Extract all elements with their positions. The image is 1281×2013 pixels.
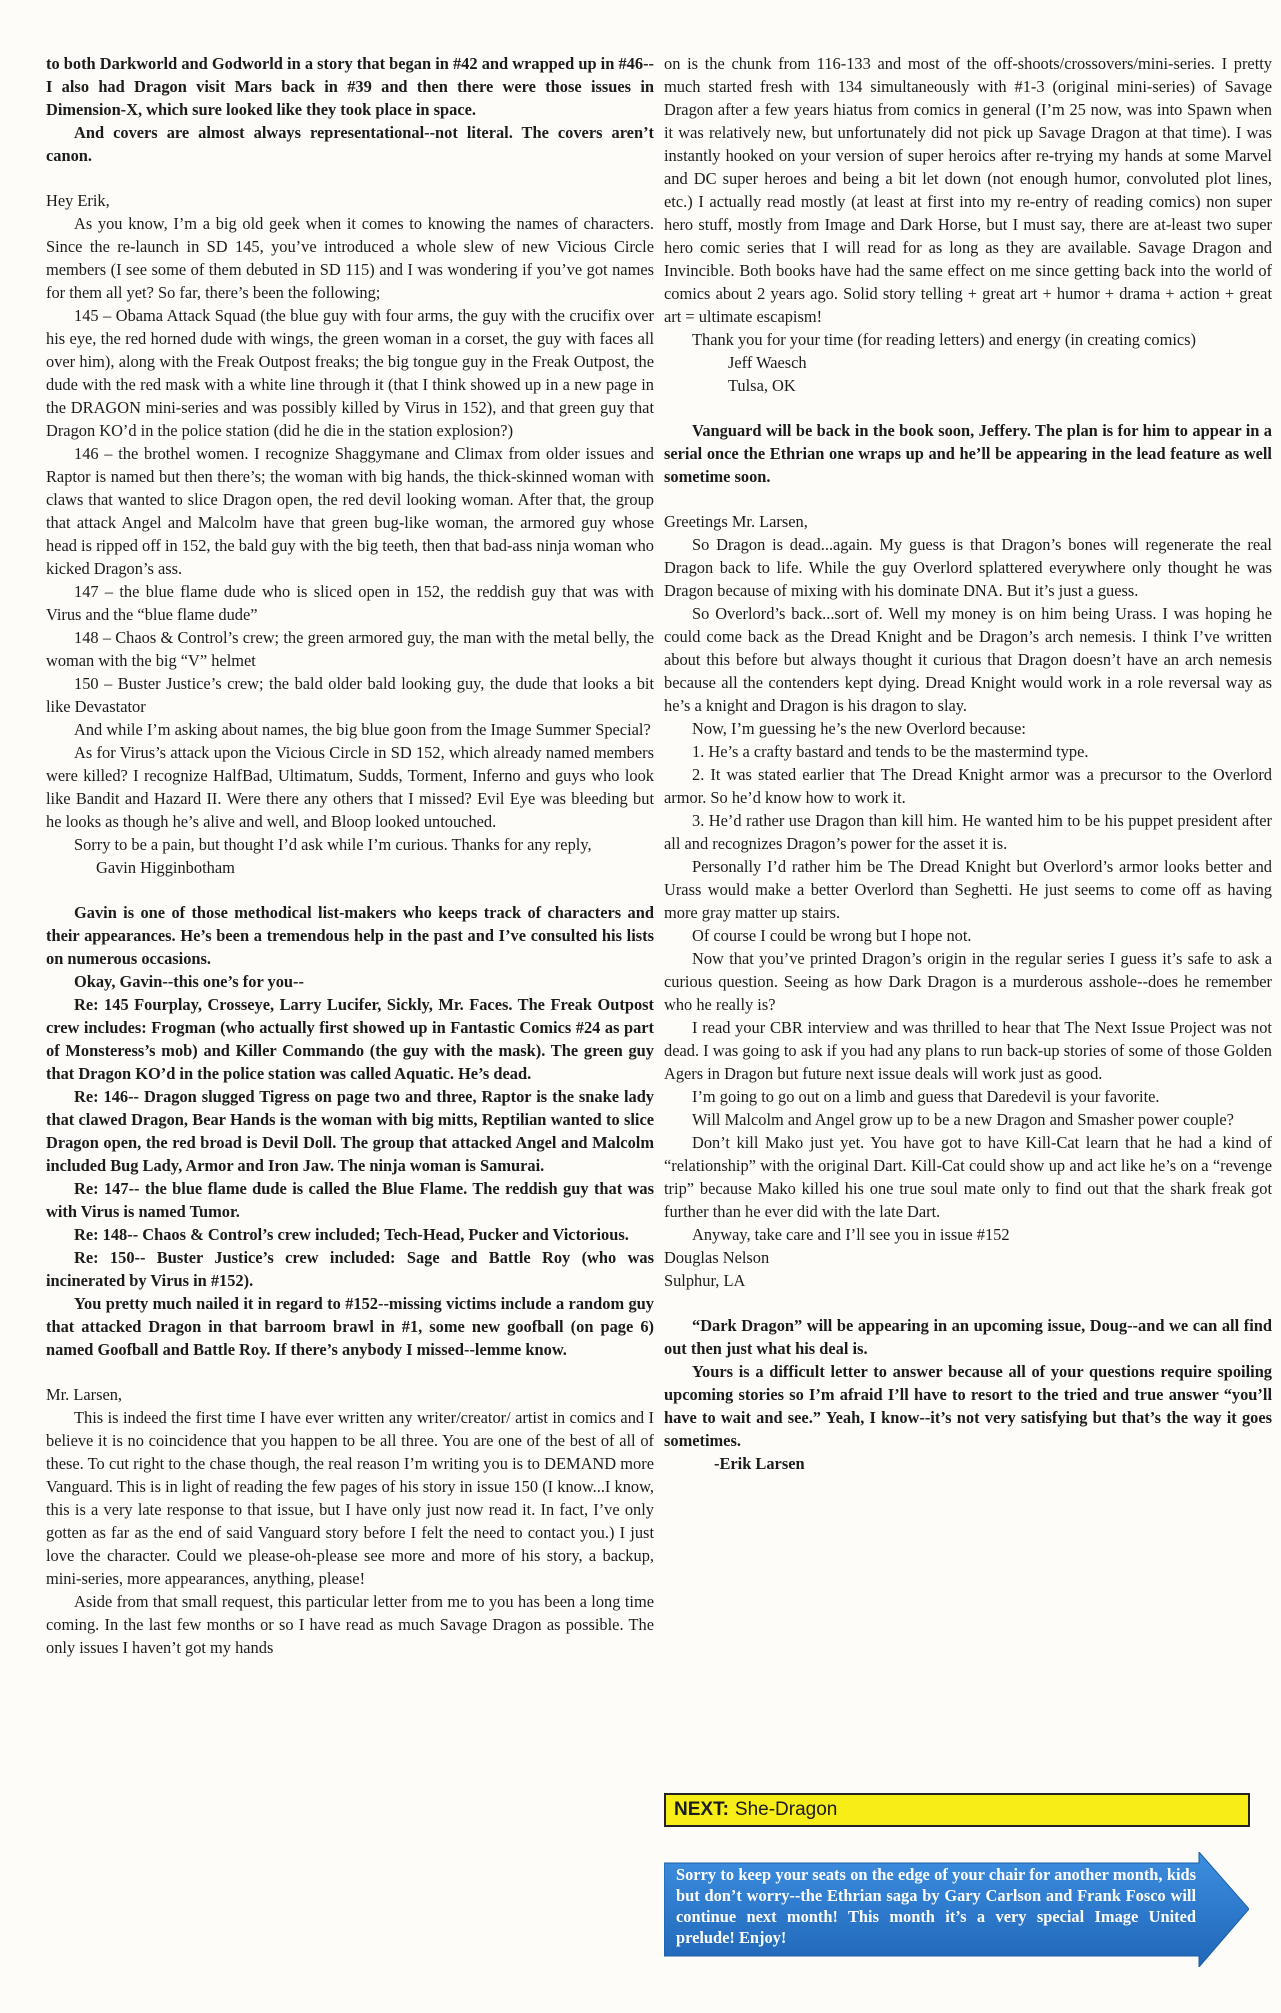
letter-paragraph: I read your CBR interview and was thrilled to hear that The Next Issue Project was not dead. I was going to ask if you had any plans to run back-up stories of some of those Golden Agers in Dragon but future next issue deals will work just as good. xyxy=(664,1018,1272,1083)
letter-paragraph: 1. He’s a crafty bastard and tends to be the mastermind type. xyxy=(692,742,1089,761)
editor-response: Re: 145 Fourplay, Crosseye, Larry Lucifer, Sickly, Mr. Faces. The Freak Outpost crew includes: Frogman (who actually first showed up in Fantastic Comics #24 as part of Monsteress’s mob) and Killer Commando (the guy with the mask). The green guy that Dragon KO’d in the police station was called Aquatic. He’s dead. xyxy=(46,995,654,1083)
signature: -Erik Larsen xyxy=(714,1454,805,1473)
left-column xyxy=(46,52,654,1659)
next-label: NEXT: xyxy=(674,1799,729,1820)
signature: Tulsa, OK xyxy=(728,376,796,395)
letter-paragraph: Thank you for your time (for reading letters) and energy (in creating comics) xyxy=(692,330,1196,349)
next-issue-box xyxy=(664,1793,1250,1827)
paragraph-gap xyxy=(664,488,1272,510)
editor-response: You pretty much nailed it in regard to #152--missing victims include a random guy that attacked Dragon in that barroom brawl in #1, some new goofball (on page 6) named Goofball and Battle Roy. If there’s anybody I missed--lemme know. xyxy=(46,1294,654,1359)
letter-paragraph: Anyway, take care and I’ll see you in issue #152 xyxy=(692,1225,1010,1244)
editor-response: “Dark Dragon” will be appearing in an upcoming issue, Doug--and we can all find out then just what his deal is. xyxy=(664,1316,1272,1358)
letter-paragraph: And while I’m asking about names, the big blue goon from the Image Summer Special? xyxy=(74,720,651,739)
editor-response: Re: 150-- Buster Justice’s crew included: Sage and Battle Roy (who was incinerated by Virus in #152). xyxy=(46,1248,654,1290)
paragraph-gap xyxy=(46,879,654,901)
letter-paragraph: 2. It was stated earlier that The Dread Knight armor was a precursor to the Overlord armor. So he’d know how to work it. xyxy=(664,765,1272,807)
editor-response: Yours is a difficult letter to answer because all of your questions require spoiling upcoming stories so I’m afraid I’ll have to resort to the tried and true answer “you’ll have to wait and see.” Yeah, I know--it’s not very satisfying but that’s the way it goes sometimes. xyxy=(664,1362,1272,1450)
paragraph-gap xyxy=(664,397,1272,419)
letter-paragraph: Mr. Larsen, xyxy=(46,1385,123,1404)
letter-paragraph: 148 – Chaos & Control’s crew; the green armored guy, the man with the metal belly, the woman with the big “V” helmet xyxy=(46,628,654,670)
letter-paragraph: As you know, I’m a big old geek when it comes to knowing the names of characters. Since the re-launch in SD 145, you’ve introduced a whole slew of new Vicious Circle members (I see some of them debuted in SD 115) and I was wondering if you’ve got names for them all yet? So far, there’s been the following; xyxy=(46,214,654,302)
letter-paragraph: This is indeed the first time I have ever written any writer/creator/ artist in comics and I believe it is no coincidence that you happen to be all three. You are one of the best of all of these. To cut right to the chase though, the real reason I’m writing you is to DEMAND more Vanguard. This is in light of reading the few pages of his story in issue 150 (I know...I know, this is a very late response to that issue, but I have only just now read it. In fact, I’ve only gotten as far as the end of said Vanguard story before I felt the need to contact you.) I just love the character. Could we please-oh-please see more and more of his story, a backup, mini-series, more appearances, anything, please! xyxy=(46,1408,654,1588)
letter-paragraph: So Overlord’s back...sort of. Well my money is on him being Urass. I was hoping he could come back as the Dread Knight and be Dragon’s arch nemesis. I think I’ve written about this before but always thought it curious that Dragon doesn’t have an arch nemesis because all the contenders kept dying. Dread Knight would work in a role reversal way as he’s a knight and Dragon is his dragon to slay. xyxy=(664,604,1272,715)
paragraph-gap xyxy=(664,1292,1272,1314)
editor-response: Re: 147-- the blue flame dude is called the Blue Flame. The reddish guy that was with Virus is named Tumor. xyxy=(46,1179,654,1221)
letter-paragraph: As for Virus’s attack upon the Vicious Circle in SD 152, which already named members were killed? I recognize HalfBad, Ultimatum, Sudds, Torment, Inferno and guys who look like Bandit and Hazard II. Were there any others that I missed? Evil Eye was bleeding but he looks as though he’s alive and well, and Bloop looked untouched. xyxy=(46,743,654,831)
letter-paragraph: Sulphur, LA xyxy=(664,1271,746,1290)
letter-paragraph: 147 – the blue flame dude who is sliced open in 152, the reddish guy that was with Virus and the “blue flame dude” xyxy=(46,582,654,624)
letter-paragraph: Don’t kill Mako just yet. You have got to have Kill-Cat learn that he had a kind of “relationship” with the original Dart. Kill-Cat could show up and act like he’s on a “revenge trip” because Mako killed his one true soul mate only to find out that the shark freak got further than he ever did with the late Dart. xyxy=(664,1133,1272,1221)
editor-response: Gavin is one of those methodical list-makers who keeps track of characters and their appearances. He’s been a tremendous help in the past and I’ve consulted his lists on numerous occasions. xyxy=(46,903,654,968)
letter-paragraph: Sorry to be a pain, but thought I’d ask while I’m curious. Thanks for any reply, xyxy=(74,835,592,854)
editor-response: Vanguard will be back in the book soon, Jeffery. The plan is for him to appear in a serial once the Ethrian one wraps up and he’ll be appearing in the lead feature as well sometime soon. xyxy=(664,421,1272,486)
signature: Gavin Higginbotham xyxy=(96,858,235,877)
letter-paragraph: 146 – the brothel women. I recognize Shaggymane and Climax from older issues and Raptor is named but then there’s; the woman with big hands, the thick-skinned woman with claws that wanted to slice Dragon open, the red devil looking woman. After that, the group that attack Angel and Malcolm have that green bug-like woman, the armored guy whose head is ripped off in 152, the bald guy with the big teeth, then that bad-ass ninja woman who kicked Dragon’s ass. xyxy=(46,444,654,578)
letter-paragraph: Greetings Mr. Larsen, xyxy=(664,512,808,531)
letter-paragraph: Will Malcolm and Angel grow up to be a new Dragon and Smasher power couple? xyxy=(692,1110,1234,1129)
editor-response: Re: 146-- Dragon slugged Tigress on page two and three, Raptor is the snake lady that clawed Dragon, Bear Hands is the woman with big mitts, Reptilian wanted to slice Dragon open, the red broad is Devil Doll. The group that attacked Angel and Malcolm included Bug Lady, Armor and Iron Jaw. The ninja woman is Samurai. xyxy=(46,1087,654,1175)
next-title: She-Dragon xyxy=(734,1799,838,1820)
editor-response: Okay, Gavin--this one’s for you-- xyxy=(74,972,304,991)
letter-paragraph: 150 – Buster Justice’s crew; the bald older bald looking guy, the dude that looks a bit like Devastator xyxy=(46,674,654,716)
letter-paragraph: Now, I’m guessing he’s the new Overlord because: xyxy=(692,719,1026,738)
letter-paragraph: Of course I could be wrong but I hope not. xyxy=(692,926,972,945)
letter-paragraph: Hey Erik, xyxy=(46,191,110,210)
letter-paragraph: So Dragon is dead...again. My guess is that Dragon’s bones will regenerate the real Dragon back to life. While the guy Overlord splattered everywhere only thought he was Dragon because of mixing with his dominate DNA. But it’s just a guess. xyxy=(664,535,1272,600)
letter-paragraph: Douglas Nelson xyxy=(664,1248,770,1267)
editor-response: Re: 148-- Chaos & Control’s crew included; Tech-Head, Pucker and Victorious. xyxy=(74,1225,629,1244)
paragraph-gap xyxy=(46,167,654,189)
letter-paragraph: Aside from that small request, this particular letter from me to you has been a long time coming. In the last few months or so I have read as much Savage Dragon as possible. The only issues I haven’t got my hands xyxy=(46,1592,654,1657)
letter-paragraph: I’m going to go out on a limb and guess that Daredevil is your favorite. xyxy=(692,1087,1160,1106)
letter-paragraph: Now that you’ve printed Dragon’s origin in the regular series I guess it’s safe to ask a curious question. Seeing as how Dark Dragon is a murderous asshole--does he remember who he really is? xyxy=(664,949,1272,1014)
arrow-notice-text: Sorry to keep your seats on the edge of your chair for another month, kids but don’t worry--the Ethrian saga by Gary Carlson and Frank Fosco will continue next month! This month it’s a very special Image United prelude! Enjoy! xyxy=(676,1865,1196,1947)
letter-paragraph: Personally I’d rather him be The Dread Knight but Overlord’s armor looks better and Urass would make a better Overlord than Seghetti. He just seems to come off as having more gray matter up stairs. xyxy=(664,857,1272,922)
editor-response: And covers are almost always representational--not literal. The covers aren’t canon. xyxy=(46,123,654,165)
signature: Jeff Waesch xyxy=(728,353,807,372)
editor-response: to both Darkworld and Godworld in a story that began in #42 and wrapped up in #46--I also had Dragon visit Mars back in #39 and then there were those issues in Dimension-X, which sure looked like they took place in space. xyxy=(46,54,654,119)
right-column xyxy=(664,52,1272,1475)
letter-paragraph: 3. He’d rather use Dragon than kill him. He wanted him to be his puppet president after all and recognizes Dragon’s power for the asset it is. xyxy=(664,811,1272,853)
paragraph-gap xyxy=(46,1361,654,1383)
letter-paragraph: 145 – Obama Attack Squad (the blue guy with four arms, the guy with the crucifix over his eye, the red horned dude with wings, the green woman in a corset, the guy with faces all over him), along with the Freak Outpost freaks; the big tongue guy in the Freak Outpost, the dude with the red mask with a white line through it (that I think showed up in a new page in the DRAGON mini-series and was possibly killed by Virus in 152), and that green guy that Dragon KO’d in the police station (did he die in the station explosion?) xyxy=(46,306,654,440)
letter-paragraph: on is the chunk from 116-133 and most of the off-shoots/crossovers/mini-series. I pretty much started fresh with 134 simultaneously with #1-3 (original mini-series) of Savage Dragon after a few years hiatus from comics in general (I’m 25 now, was into Spawn when it was relatively new, but unfortunately did not pick up Savage Dragon at that time). I was instantly hooked on your version of super heroics after re-trying my hands at some Marvel and DC super heroes and being a bit let down (not enough humor, convoluted plot lines, etc.) I actually read mostly (at least at first into my re-entry of reading comics) non super hero stuff, mostly from Image and Dark Horse, but I must say, there are at-least two super hero comic series that I will read for as long as they are available. Savage Dragon and Invincible. Both books have had the same effect on me since getting back into the world of comics about 2 years ago. Solid story telling + great art + humor + drama + action + great art = ultimate escapism! xyxy=(664,54,1272,326)
